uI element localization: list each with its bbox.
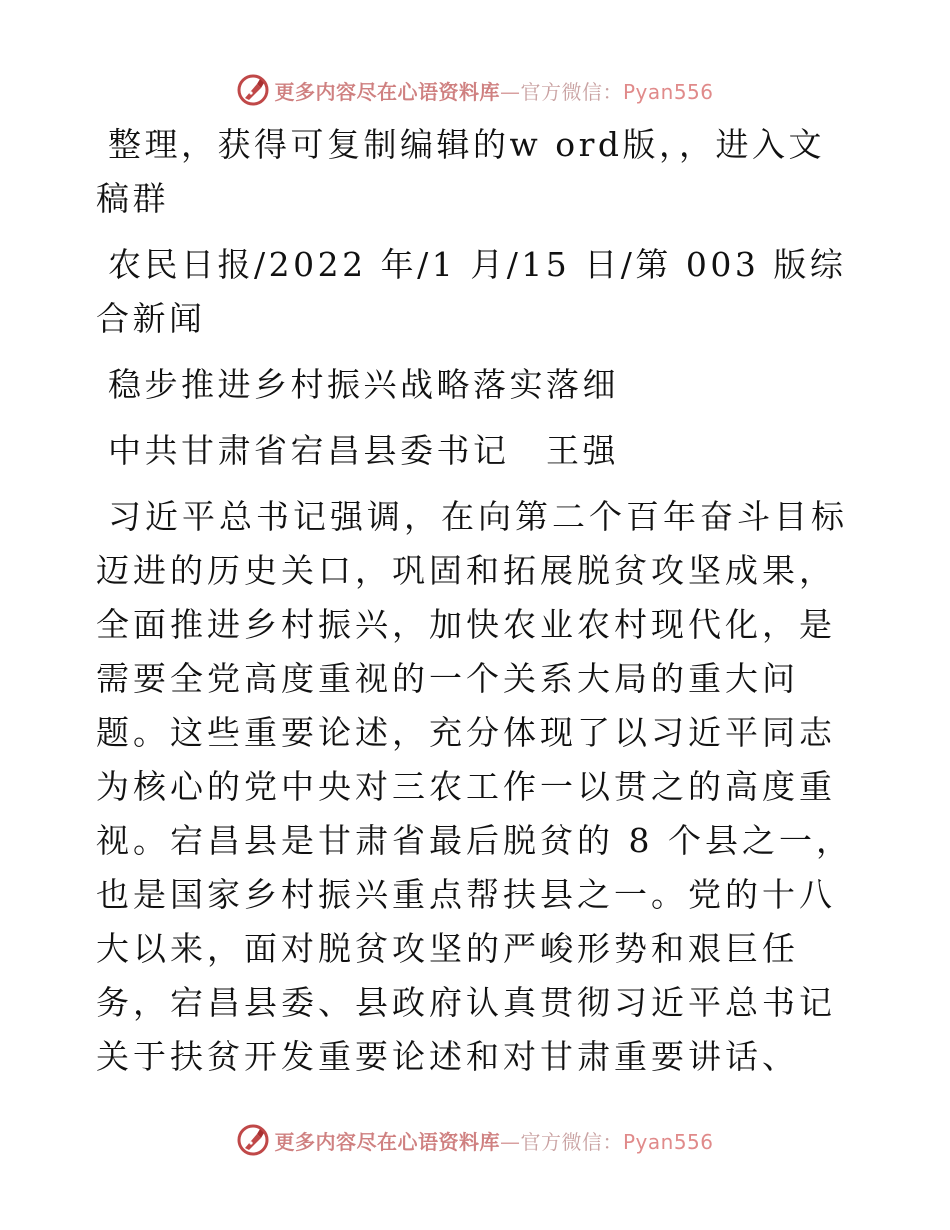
banner-text bbox=[274, 1126, 713, 1155]
article-headline: 稳步推进乡村振兴战略落实落细 bbox=[108, 365, 619, 404]
banner-dash: — bbox=[499, 1129, 521, 1154]
banner-site-text: 更多内容尽在心语资料库 bbox=[274, 79, 500, 104]
note-line: 整理，获得可复制编辑的w ord版，，进入文稿群 bbox=[96, 125, 826, 218]
banner-wechat-id: Pyan556 bbox=[622, 79, 714, 104]
source-line: 农民日报/2022 年/1 月/15 日/第 003 版综合新闻 bbox=[96, 245, 847, 338]
banner-wechat-label: 官方微信： bbox=[520, 79, 623, 104]
document-body bbox=[96, 118, 856, 1084]
banner-dash: — bbox=[499, 79, 521, 104]
banner-wechat-label: 官方微信： bbox=[520, 1129, 623, 1154]
banner-text bbox=[274, 76, 713, 105]
footer-banner bbox=[0, 1115, 950, 1165]
header-banner bbox=[0, 65, 950, 115]
banner-wechat-id: Pyan556 bbox=[622, 1129, 714, 1154]
banner-site-text: 更多内容尽在心语资料库 bbox=[274, 1129, 500, 1154]
article-byline: 中共甘肃省宕昌县委书记 王强 bbox=[108, 431, 619, 470]
article-body: 习近平总书记强调，在向第二个百年奋斗目标迈进的历史关口，巩固和拓展脱贫攻坚成果，全面推进乡村振兴，加快农业农村现代化，是需要全党高度重视的一个关系大局的重大问题。这些重要论述，充分体现了以习近平同志为核心的党中央对三农工作一以贯之的高度重视。宕昌县是甘肃省最后脱贫的 8 个县之一，也是国家乡村振兴重点帮扶县之一。党的十八大以来，面对脱贫攻坚的严峻形势和艰巨任务，宕昌县委、县政府认真贯彻习近平总书记关于扶贫开发重要论述和对甘肃重要讲话、 bbox=[96, 497, 853, 1076]
pen-nib-logo-icon bbox=[236, 73, 270, 107]
pen-nib-logo-icon bbox=[236, 1123, 270, 1157]
